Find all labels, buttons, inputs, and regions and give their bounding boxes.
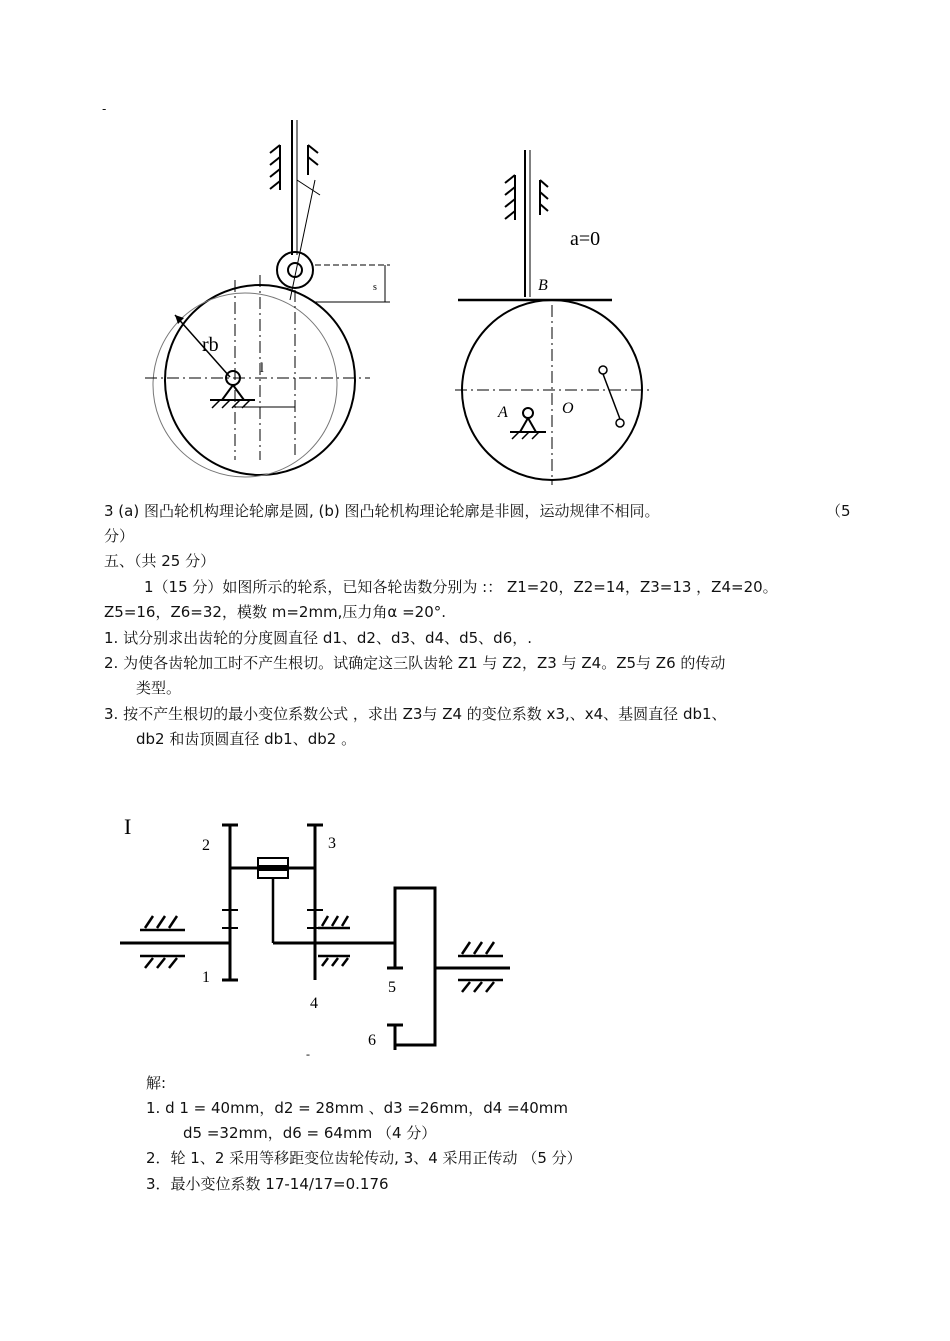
cam-figure-a <box>140 115 430 495</box>
question-3: 3. 按不产生根切的最小变位系数公式 ，求出 Z3与 Z4 的变位系数 x3,、x4、基圆直径 db1、 <box>104 705 727 723</box>
question-2-cont: 类型。 <box>136 679 182 697</box>
gear-label-2: 2 <box>202 837 210 854</box>
caption-line-1-score: （5 <box>826 502 851 520</box>
gear-label-3: 3 <box>328 835 336 852</box>
label-s: s <box>373 282 377 293</box>
solution-title: 解: <box>146 1074 167 1092</box>
guide-b <box>505 175 548 220</box>
gear-label-1: 1 <box>202 969 210 986</box>
gear-train-figure <box>110 800 520 1060</box>
label-B: B <box>538 277 548 294</box>
label-a0: a=0 <box>570 228 601 250</box>
text-cursor-icon: I <box>124 814 132 839</box>
solution-3: 3．最小变位系数 17-14/17=0.176 <box>146 1175 389 1193</box>
solution-1: 1. d 1 = 40mm，d2 = 28mm 、d3 =26mm，d4 =40mm <box>146 1099 568 1117</box>
gear-label-5: 5 <box>388 979 396 996</box>
cam-figure-b <box>450 145 670 495</box>
caption-line-1: 3 (a) 图凸轮机构理论轮廓是圆, (b) 图凸轮机构理论轮廓是非圆，运动规律不相同。 <box>104 502 660 520</box>
label-O: O <box>562 400 574 417</box>
guide-left <box>270 145 318 190</box>
caption-line-2: 分） <box>104 527 135 545</box>
section-heading: 五、（共 25 分） <box>104 552 216 570</box>
question-1: 1. 试分别求出齿轮的分度圆直径 d1、d2、d3、d4、d5、d6，. <box>104 629 533 647</box>
question-3-cont: db2 和齿顶圆直径 db1、db2 。 <box>136 730 357 748</box>
solution-1-cont: d5 =32mm，d6 = 64mm （4 分） <box>183 1124 437 1142</box>
question-2: 2. 为使各齿轮加工时不产生根切。试确定这三队齿轮 Z1 与 Z2，Z3 与 Z4。Z5与 Z6 的传动 <box>104 654 726 672</box>
label-A: A <box>498 404 508 421</box>
figure-dash: - <box>306 1047 310 1060</box>
bearing-middle <box>318 916 350 966</box>
problem-line-2: Z5=16，Z6=32，模数 m=2mm,压力角α =20°. <box>104 603 447 621</box>
gear-label-4: 4 <box>310 995 318 1012</box>
label-rb: rb <box>202 334 219 356</box>
solution-2: 2．轮 1、2 采用等移距变位齿轮传动, 3、4 采用正传动 （5 分） <box>146 1149 582 1167</box>
problem-line-1: 1（15 分）如图所示的轮系，已知各轮齿数分别为 :： Z1=20，Z2=14，Z3=13 ，Z4=20。 <box>144 578 778 596</box>
gear-label-6: 6 <box>368 1032 376 1049</box>
label-l: l <box>260 361 264 376</box>
header-mark: - <box>102 102 107 116</box>
